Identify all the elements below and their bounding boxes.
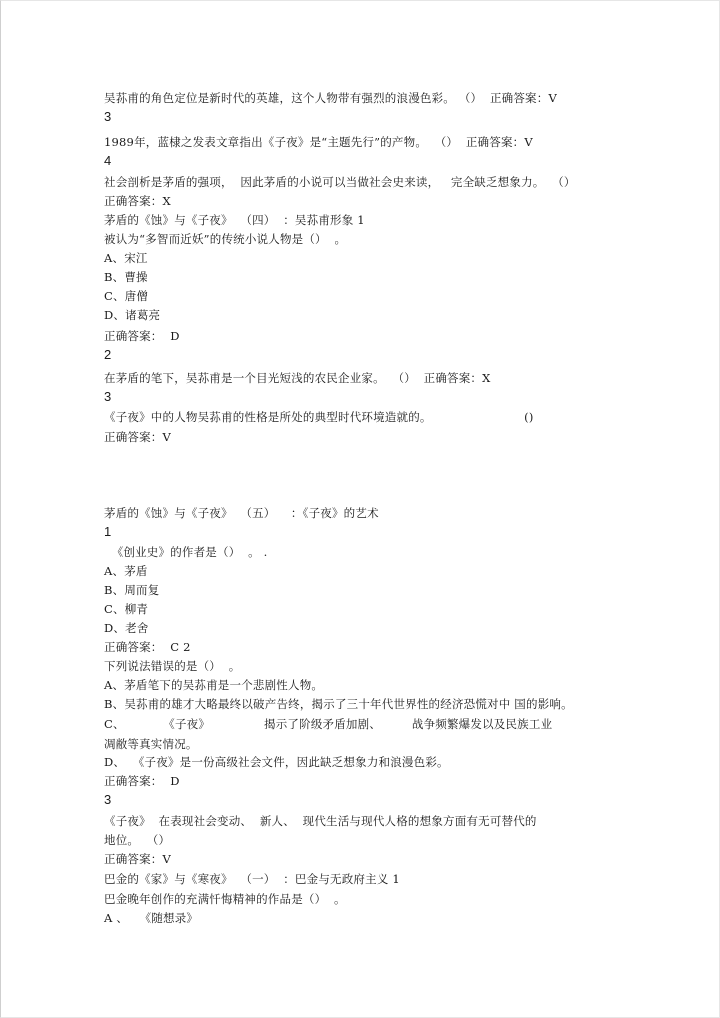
question-text: 下列说法错误的是（） 。 [104,659,241,673]
option-line: D、 《子夜》是一份高级社会文件，因此缺乏想象力和浪漫色彩。 [104,755,449,769]
option-line: D、老舍 [104,621,149,635]
text-line: 社会剖析是茅盾的强项， 因此茅盾的小说可以当做社会史来读， 完全缺乏想象力。 （） [104,175,576,189]
text-line: 1989年，蓝棣之发表文章指出《子夜》是“主题先行”的产物。 （） 正确答案：V [104,135,533,149]
answer-line: 正确答案：V [104,852,172,866]
question-number: 1 [104,524,112,539]
question-text: 《创业史》的作者是（） 。 . [104,545,268,559]
option-line: D、诸葛亮 [104,308,161,322]
option-line: A、茅盾笔下的吴荪甫是一个悲剧性人物。 [104,678,324,692]
option-line: A、茅盾 [104,564,148,578]
question-text: 巴金晚年创作的充满忏悔精神的作品是（） 。 [104,892,346,906]
answer-line: 正确答案：X [104,194,171,208]
option-line-continued: 凋敝等真实情况。 [104,737,198,751]
option-line: B、曹操 [104,270,148,284]
option-line: A、宋江 [104,251,148,265]
option-line: B、周而复 [104,583,160,597]
question-number: 4 [104,153,112,168]
text-line: 在茅盾的笔下，吴荪甫是一个目光短浅的农民企业家。 （） 正确答案：X [104,371,491,385]
answer-line: 正确答案： D [104,329,180,343]
question-number: 3 [104,389,112,404]
option-line: C、 《子夜》 揭示了阶级矛盾加剧、 战争频繁爆发以及民族工业 [104,717,553,731]
answer-line: 正确答案： C 2 [104,640,191,654]
section-heading: 巴金的《家》与《寒夜》 （一） ：巴金与无政府主义 1 [104,872,400,886]
question-number: 3 [104,109,112,124]
text-line: 吴荪甫的角色定位是新时代的英雄，这个人物带有强烈的浪漫色彩。 （） 正确答案：V [104,91,557,105]
section-heading: 茅盾的《蚀》与《子夜》 （五） ：《子夜》的艺术 [104,506,379,520]
option-line: C、柳青 [104,602,149,616]
section-heading: 茅盾的《蚀》与《子夜》 （四） ：吴荪甫形象 1 [104,213,365,227]
question-number: 3 [104,792,112,807]
question-text: 被认为“多智而近妖”的传统小说人物是（） 。 [104,232,347,246]
text-line-continued: 地位。 （） [104,833,171,847]
option-line: B、吴荪甫的雄才大略最终以破产告终，揭示了三十年代世界性的经济恐慌对中 国的影响。 [104,697,573,711]
text-line: 《子夜》中的人物吴荪甫的性格是所处的典型时代环境造就的。 () [104,410,534,424]
answer-line: 正确答案： D [104,774,180,788]
question-number: 2 [104,347,112,362]
option-line: A 、 《随想录》 [104,911,199,925]
answer-line: 正确答案：V [104,430,172,444]
option-line: C、唐僧 [104,289,149,303]
text-line: 《子夜》 在表现社会变动、 新人、 现代生活与现代人格的想象方面有无可替代的 [104,814,537,828]
